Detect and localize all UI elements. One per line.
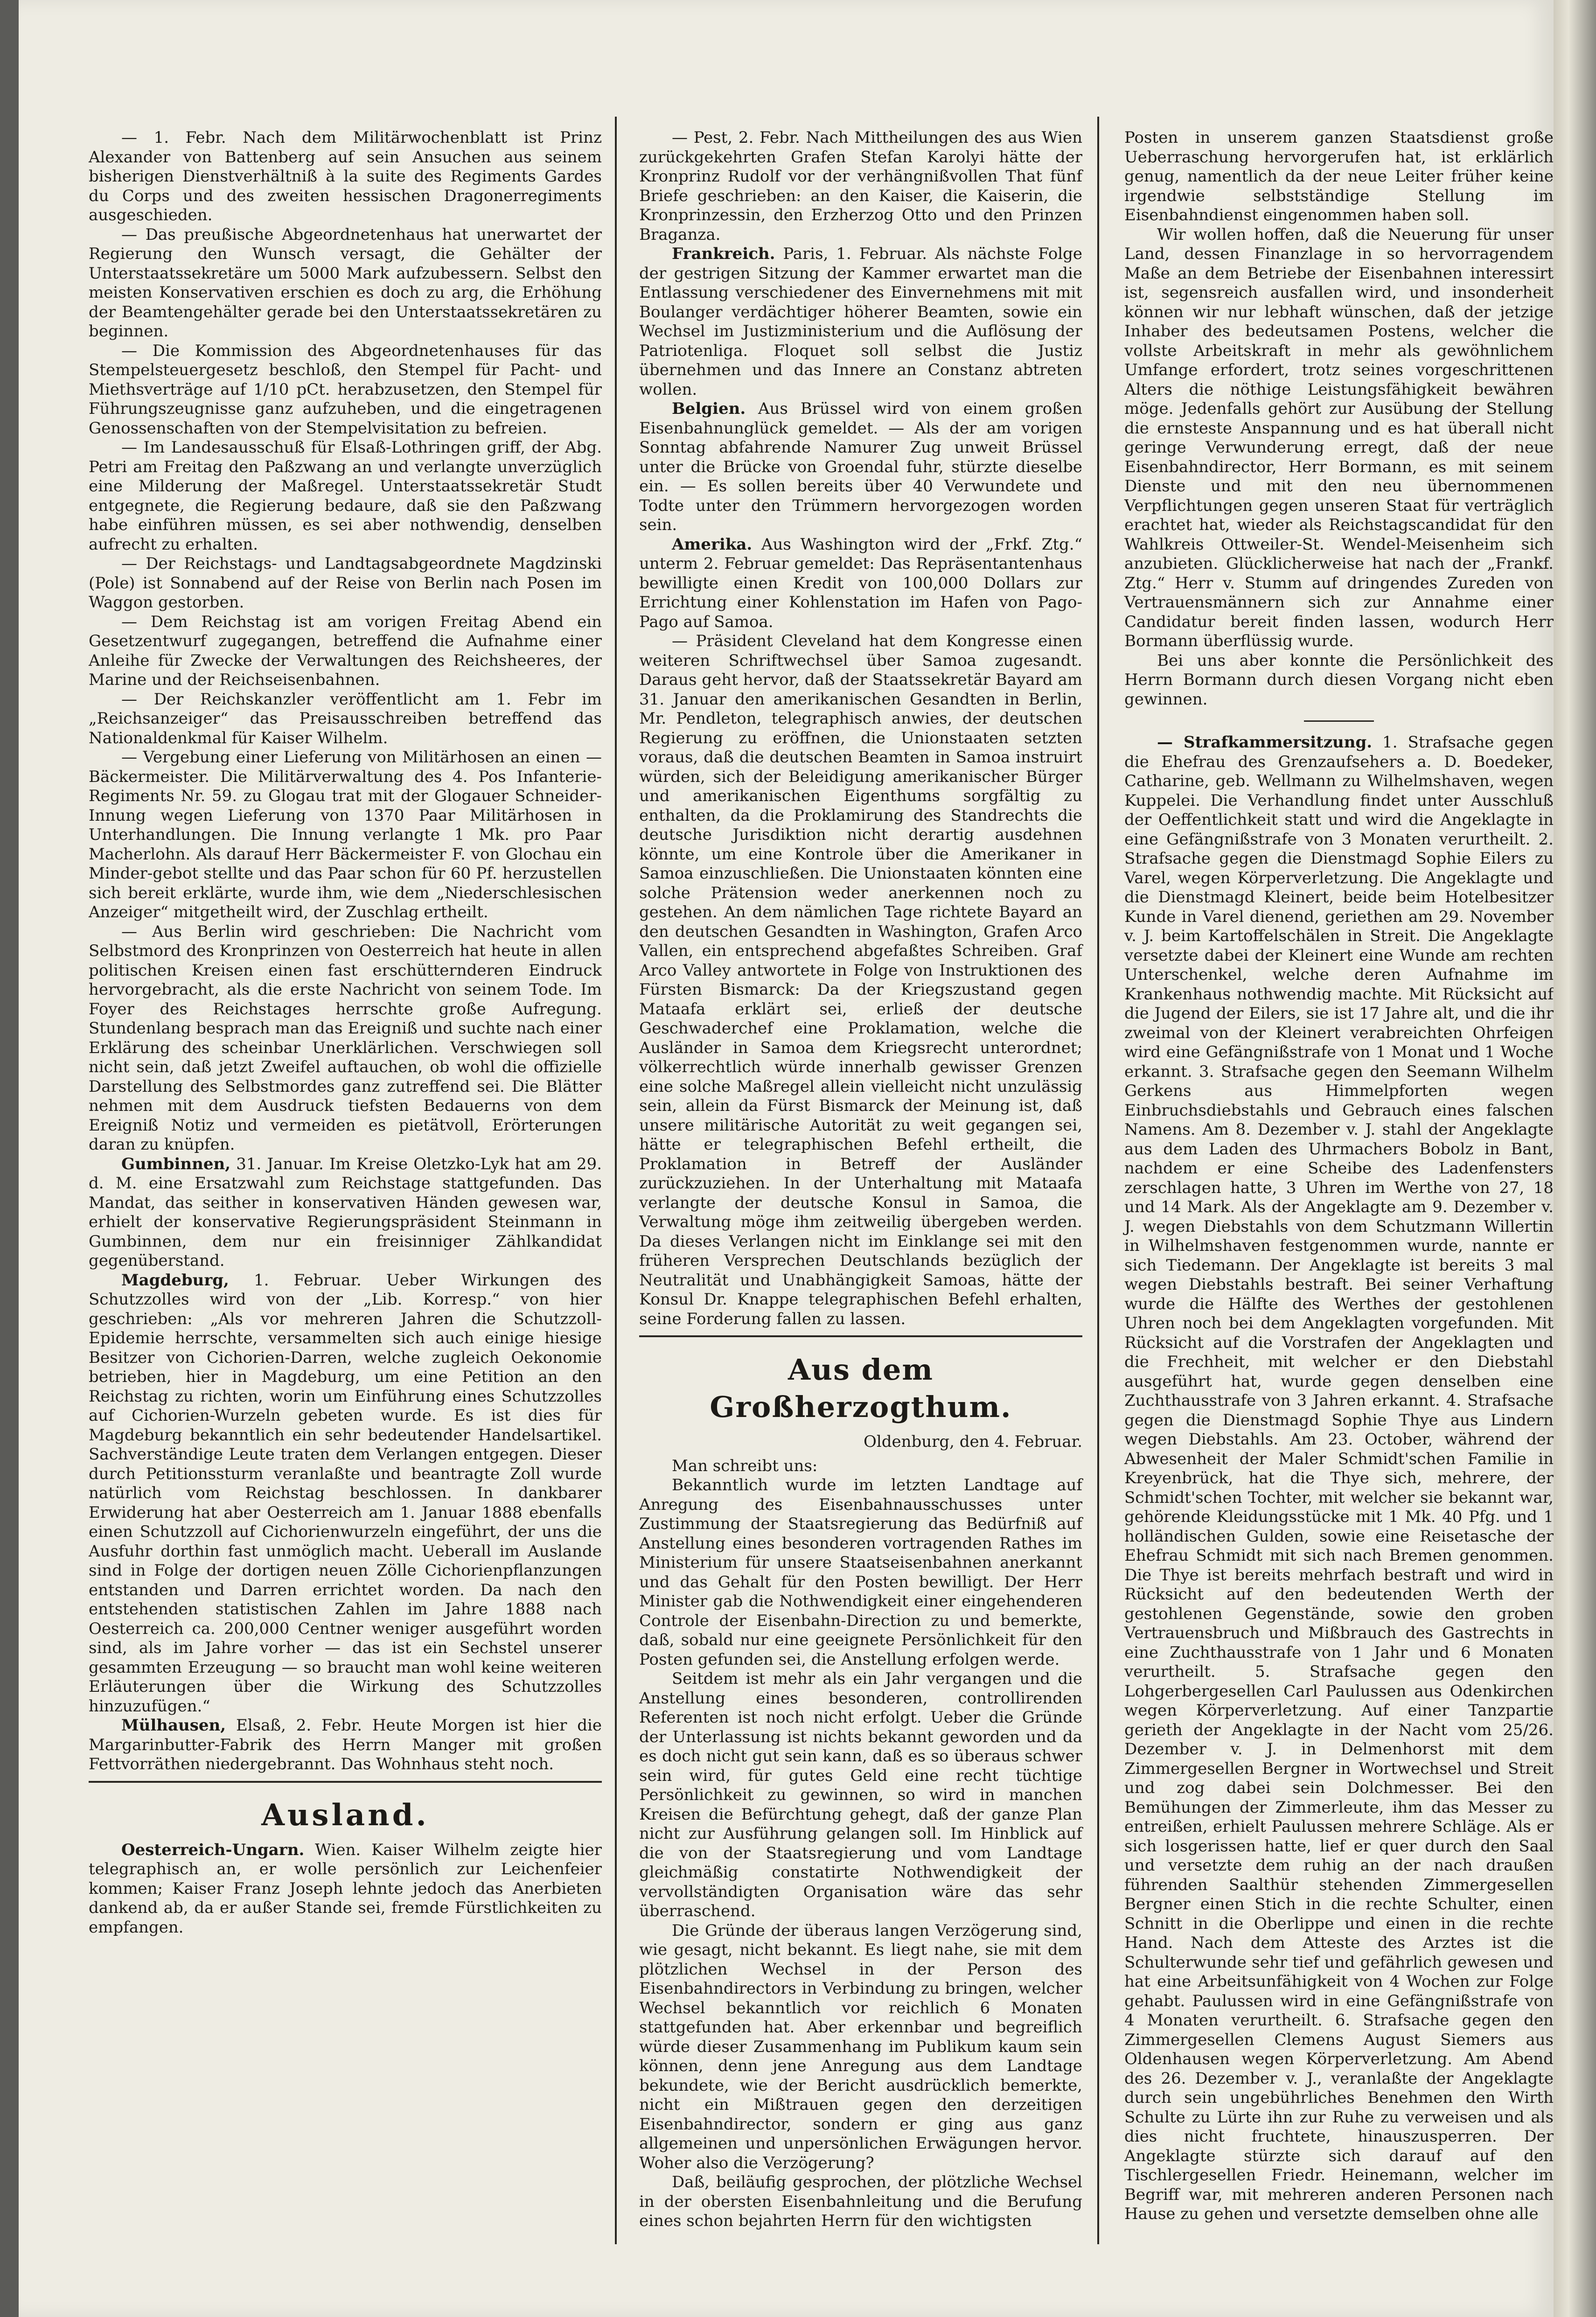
article-eisenbahn-5: Wir wollen hoffen, daß die Neuerung für unser Land, dessen Finanzlage in so hervorragendem Maße an dem Betriebe der Eisenbahnen interessirt ist, segensreich ausfallen wird, und insonderheit können wir nur lebhaft wünschen, daß der jetzige Inhaber des bedeutsamen Postens, welcher die vollste Arbeitskraft in mehr als gewöhnlichem Umfange erfordert, trotz seines vorgeschrittenen Alters die nöthige Leistungsfähigkeit bewähren möge. Jedenfalls gehört zur Ausübung der Stellung die ernsteste Anspannung und es hat überall nicht geringe Verwunderung erregt, daß der neue Eisenbahndirector, Herr Bormann, es mit seinem Dienste und mit den neu übernommenen Verpflichtungen gegen unseren Staat für verträglich erachtet hat, wieder als Reichstagscandidat für den Wahlkreis Ottweiler-St. Wendel-Meisenheim sich anzubieten. Glücklicherweise hat nach der „Frankf. Ztg.“ Herr v. Stumm auf dringendes Zureden von Vertrauensmännern sich zur Annahme einer Candidatur bereit finden lassen, wodurch Herr Bormann überflüssig wurde. [1124, 225, 1554, 650]
article-pest: — Pest, 2. Febr. Nach Mittheilungen des aus Wien zurückgekehrten Grafen Stefan Karolyi hätte der Kronprinz Rudolf vor der verhängnißvollen That fünf Briefe geschrieben: an den Kaiser, die Kaiserin, die Kronprinzessin, den Erzherzog Otto und den Prinzen Braganza. [639, 128, 1082, 244]
article-eisenbahn-3: Die Gründe der überaus langen Verzögerung sind, wie gesagt, nicht bekannt. Es liegt nahe, sie mit dem plötzlichen Wechsel in der Person des Eisenbahndirectors in Verbindung zu bringen, welcher Wechsel bekanntlich vor reichlich 6 Monaten stattgefunden hat. Aber erkennbar und begreiflich würde dieser Zusammenhang im Publikum kaum sein können, denn jene Anregung aus dem Landtage bekundete, wie der Bericht ausdrücklich bemerkte, nicht ein Mißtrauen gegen den derzeitigen Eisenbahndirector, sondern er ging aus ganz allgemeinen und unpersönlichen Erwägungen hervor. Woher also die Verzögerung? [639, 1921, 1082, 2172]
column-rule-left [615, 117, 617, 2244]
article-magdzinski: — Der Reichstags- und Landtagsabgeordnete Magdzinski (Pole) ist Sonnabend auf der Reise von Berlin nach Posen im Waggon gestorben. [89, 554, 602, 612]
article-belgien [639, 399, 1082, 535]
article-eisenbahn-4: Daß, beiläufig gesprochen, der plötzliche Wechsel in der obersten Eisenbahnleitung und die Berufung eines schon bejahrten Herrn für den wichtigsten [639, 2173, 1082, 2230]
article-stempelsteuer: — Die Kommission des Abgeordnetenhauses für das Stempelsteuergesetz beschloß, den Stempel für Pacht- und Miethsverträge auf 1/10 pCt. herabzusetzen, den Stempel für Führungszeugnisse ganz aufzuheben, und die eingetragenen Genossenschaften von der Stempelvisitation zu befreien. [89, 341, 602, 438]
text-strafkammer: 1. Strafsache gegen die Ehefrau des Grenzaufsehers a. D. Boedeker, Catharine, geb. Wellmann zu Wilhelmshaven, wegen Kuppelei. Die Verhandlung findet unter Ausschluß der Oeffentlichkeit statt und wird die Angeklagte in eine Gefängnißstrafe von 3 Monaten verurtheilt. 2. Strafsache gegen die Dienstmagd Sophie Eilers zu Varel, wegen Körperverletzung. Die Angeklagte und die Dienstmagd Kleinert, beide beim Hotelbesitzer Kunde in Varel dienend, geriethen am 29. November v. J. beim Kartoffelschälen in Streit. Die Angeklagte versetzte dabei der Kleinert eine Wunde am rechten Unterschenkel, welche deren Aufnahme im Krankenhaus nothwendig machte. Mit Rücksicht auf die Jugend der Eilers, sie ist 17 Jahre alt, und die ihr zweimal von der Kleinert verabreichten Ohrfeigen wird eine Gefängnißstrafe von 1 Monat und 1 Woche erkannt. 3. Strafsache gegen den Seemann Wilhelm Gerkens aus Himmelpforten wegen Einbruchsdiebstahls und Gebrauch eines falschen Namens. Am 8. Dezember v. J. stahl der Angeklagte aus dem Laden des Uhrmachers Bobolz in Bant, nachdem er eine Scheibe des Ladenfensters zerschlagen hatte, 3 Uhren im Werthe von 27, 18 und 14 Mark. Als der Angeklagte am 9. Dezember v. J. wegen Diebstahls von dem Schutzmann Willertin in Wilhelmshaven festgenommen wurde, nannte er sich Tiedemann. Der Angeklagte ist bereits 3 mal wegen Diebstahls bestraft. Bei seiner Verhaftung wurde die Hälfte des Werthes der gestohlenen Uhren noch bei dem Angeklagten vorgefunden. Mit Rücksicht auf die Vorstrafen der Angeklagten und die Frechheit, mit welcher er den Diebstahl ausgeführt hat, wurde gegen denselben eine Zuchthausstrafe von 3 Jahren erkannt. 4. Strafsache gegen die Dienstmagd Sophie Thye aus Lindern wegen Diebstahls. Am 23. October, während der Abwesenheit der Maler Schmidt'schen Familie in Kreyenbrück, hat die Thye sich, mehrere, der Schmidt'schen Tochter, mit welcher sie bekannt war, gehörende Kleidungsstücke mit 1 Mk. 40 Pfg. und 1 holländischen Gulden, sowie eine Reisetasche der Ehefrau Schmidt mit sich nach Bremen genommen. Die Thye ist bereits mehrfach bestraft und wird in Rücksicht auf den bedeutenden Werth der gestohlenen Gegenstände, sowie den groben Vertrauensbruch und Mißbrauch des Gastrechts in eine Zuchthausstrafe von 1 Jahr und 6 Monaten verurtheilt. 5. Strafsache gegen den Lohgerbergesellen Carl Paulussen aus Odenkirchen wegen Körperverletzung. Auf einer Tanzpartie gerieth der Angeklagte in der Nacht vom 25/26. Dezember v. J. in Delmenhorst mit dem Zimmergesellen Bergner in Wortwechsel und Streit und zog dabei sein Dolchmesser. Bei den Bemühungen der Zimmerleute, ihm das Messer zu entreißen, erhielt Paulussen mehrere Schläge. Als er sich losgerissen hatte, lief er quer durch den Saal und versetzte dem ruhig an der nach draußen führenden Saalthür stehenden Zimmergesellen Bergner einen Stich in die rechte Schulter, einen Schnitt in die Oberlippe und einen in die rechte Hand. Nach dem Atteste des Arztes ist die Schulterwunde sehr tief und gefährlich gewesen und hat eine Arbeitsunfähigkeit von 4 Wochen zur Folge gehabt. Paulussen wird in eine Gefängnißstrafe von 4 Monaten verurtheilt. 6. Strafsache gegen den Zimmergesellen Clemens August Siemers aus Oldenhausen wegen Körperverletzung. Am Abend des 26. Dezember v. J., veranlaßte der Angeklagte durch sein ungebührliches Benehmen den Wirth Schulte zu Lürte ihn zur Ruhe zu verweisen und als dies nicht fruchtete, hinauszusperren. Der Angeklagte stürzte sich darauf auf den Tischlergesellen Friedr. Heinemann, welcher im Begriff war, mit mehreren anderen Personen nach Hause zu gehen und versetzte demselben ohne alle [1124, 733, 1554, 2223]
article-nationaldenkmal: — Der Reichskanzler veröffentlicht am 1. Febr im „Reichsanzeiger“ das Preisausschreiben betreffend das Nationaldenkmal für Kaiser Wilhelm. [89, 690, 602, 747]
section-heading-grossherzogthum: Aus dem Großherzogthum. [710, 1353, 1012, 1424]
article-eisenbahn-2: Seitdem ist mehr als ein Jahr vergangen und die Anstellung eines besonderen, controllirenden Referenten ist noch nicht erfolgt. Ueber die Gründe der Unterlassung ist nichts bekannt geworden und da es doch nicht gut sein kann, daß es so überaus schwer sein wird, für gutes Geld eine recht tüchtige Persönlichkeit zu gewinnen, so wird in manchen Kreisen die Befürchtung gehegt, daß der ganze Plan nicht zur Ausführung gelangen soll. Im Hinblick auf die von der Staatsregierung und vom Landtage gleichmäßig constatirte Nothwendigkeit der vervollständigten Organisation wäre das sehr überraschend. [639, 1669, 1082, 1920]
article-intro: Man schreibt uns: [672, 1456, 818, 1475]
dateline-frankreich: Frankreich. [672, 244, 775, 263]
dateline-oldenburg: Oldenburg, den 4. Februar. [863, 1432, 1082, 1451]
column-left [89, 128, 602, 1937]
article-strafkammer [1124, 733, 1554, 2224]
article-anleihe: — Dem Reichstag ist am vorigen Freitag Abend ein Gesetzentwurf zugegangen, betreffend die Aufnahme einer Anleihe für Zwecke der Verwaltungen des Reichsheeres, der Marine und der Reichseisenbahnen. [89, 612, 602, 689]
article-muelhausen [89, 1716, 602, 1774]
section-divider [639, 1335, 1082, 1337]
article-amerika [639, 535, 1082, 632]
article-eisenbahn-1: Bekanntlich wurde im letzten Landtage auf Anregung des Eisenbahnausschusses unter Zustimmung der Staatsregierung das Bedürfniß auf Anstellung eines besonderen vortragenden Rathes im Ministerium für unsere Staatseisenbahnen anerkannt und das Gehalt für den Posten bewilligt. Der Herr Minister gab die Nothwendigkeit einer eingehenderen Controle der Eisenbahn-Direction zu und bemerkte, daß, sobald nur eine geeignete Persönlichkeit für den Posten gefunden sei, die Anstellung erfolgen werde. [639, 1476, 1082, 1669]
article-samoa: — Präsident Cleveland hat dem Kongresse einen weiteren Schriftwechsel über Samoa zugesandt. Daraus geht hervor, daß der Staatssekretär Bayard am 31. Januar den amerikanischen Gesandten in Berlin, Mr. Pendleton, telegraphisch anwies, der deutschen Regierung zu eröffnen, die Unionstaaten setzten voraus, daß die deutschen Beamten in Samoa instruirt würden, sich der Beleidigung amerikanischer Bürger und amerikanischen Eigenthums sorgfältig zu enthalten, da die Proklamirung des Standrechts die deutsche Jurisdiktion nicht derartig ausdehnen könnte, um eine Kontrole über die Amerikaner in Samoa einzuschließen. Die Unionstaaten könnten eine solche Prätension weder anerkennen noch zu gestehen. An dem nämlichen Tage richtete Bayard an den deutschen Gesandten in Washington, Grafen Arco Vallen, ein entsprechend abgefaßtes Schreiben. Graf Arco Valley antwortete in Folge von Instruktionen des Fürsten Bismarck: Da der Kriegszustand gegen Mataafa erklärt sei, erließ der deutsche Geschwaderchef eine Proklamation, welche die Ausländer in Samoa dem Kriegsrecht unterordnet; völkerrechtlich würde innerhalb gewisser Grenzen eine solche Maßregel allein vielleicht nicht unzulässig sein, allein da Fürst Bismarck der Meinung ist, daß unsere militärische Autorität zu weit gegangen sei, hätte er telegraphischen Befehl ertheilt, die Proklamation in Betreff der Ausländer zurückzuziehen. In der Unterhaltung mit Mataafa verlangte der deutsche Konsul in Samoa, die Verwaltung möge ihm zeitweilig übergeben werden. Da dieses Verlangen nicht im Einklange sei mit den früheren Versprechen Deutschlands bezüglich der Neutralität und Unabhängigkeit Samoas, hätte der Konsul Dr. Knappe telegraphischen Befehl erhalten, seine Forderung fallen zu lassen. [639, 632, 1082, 1328]
book-spine [1554, 0, 1596, 2317]
column-rule-right [1097, 117, 1099, 2244]
section-heading-ausland: Ausland. [261, 1797, 429, 1833]
article-militaerhosen: — Vergebung einer Lieferung von Militärhosen an einen — Bäckermeister. Die Militärverwaltung des 4. Pos Infanterie-Regiments Nr. 59. zu Glogau trat mit der Glogauer Schneider-Innung wegen Lieferung von 1370 Paar Militärhosen in Unterhandlungen. Die Innung verlangte 1 Mk. pro Paar Macherlohn. Als darauf Herr Bäckermeister F. von Glochau ein Minder-gebot stellte und das Paar schon für 60 Pf. herzustellen sich bereit erklärte, wurde ihm, wie dem „Niederschlesischen Anzeiger“ mitgetheilt wird, der Zuschlag ertheilt. [89, 748, 602, 921]
article-magdeburg [89, 1271, 602, 1717]
dateline-gumbinnen: Gumbinnen, [121, 1154, 231, 1173]
dateline-magdeburg: Magdeburg, [121, 1270, 229, 1290]
dateline-muelhausen: Mülhausen, [121, 1716, 226, 1735]
heading-strafkammer: — Strafkammersitzung. [1157, 733, 1373, 752]
text-belgien: Aus Brüssel wird von einem großen Eisenbahnunglück gemeldet. — Als der am vorigen Sonntag abfahrende Namurer Zug unweit Brüssel unter die Brücke von Groendal fuhr, stürzte dieselbe ein. — Es sollen bereits über 40 Verwundete und Todte unter den Trümmern hervorgezogen worden sein. [639, 399, 1082, 534]
article-gumbinnen [89, 1155, 602, 1271]
text-gumbinnen: 31. Januar. Im Kreise Oletzko-Lyk hat am 29. d. M. eine Ersatzwahl zum Reichstage stattgefunden. Das Mandat, das seither in konservativen Händen gewesen war, erhielt der konservative Regierungspräsident Steinmann in Gumbinnen, dem nur ein freisinniger Zählkandidat gegenüberstand. [89, 1154, 602, 1270]
column-middle [639, 128, 1082, 2231]
article-abgeordnetenhaus: — Das preußische Abgeordnetenhaus hat unerwartet der Regierung den Wunsch versagt, die Gehälter der Unterstaatssekretäre um 5000 Mark aufzubessern. Selbst den meisten Konservativen erschien es doch zu arg, die Erhöhung der Beamtengehälter gerade bei den Unterstaatssekretären zu beginnen. [89, 225, 602, 341]
text-muelhausen: Elsaß, 2. Febr. Heute Morgen ist hier die Margarinbutter-Fabrik des Herrn Manger mit großen Fettvorräthen niedergebrannt. Das Wohnhaus steht noch. [89, 1716, 602, 1773]
article-eisenbahn-6: Bei uns aber konnte die Persönlichkeit des Herrn Bormann durch diesen Vorgang nicht eben gewinnen. [1124, 651, 1554, 709]
article-oesterreich-ungarn [89, 1841, 602, 1938]
article-eisenbahn-cont: Posten in unserem ganzen Staatsdienst große Ueberraschung hervorgerufen hat, ist erklärlich genug, namentlich da der neue Leiter früher keine irgendwie selbstständige Stellung im Eisenbahndienst eingenommen haben soll. [1124, 128, 1554, 224]
text-oesterreich: Wien. Kaiser Wilhelm zeigte hier telegraphisch an, er wolle persönlich zur Leichenfeier kommen; Kaiser Franz Joseph lehnte jedoch das Anerbieten dankend ab, da er außer Stande sei, fremde Fürstlichkeiten zu empfangen. [89, 1840, 602, 1937]
article-battenberg: — 1. Febr. Nach dem Militärwochenblatt ist Prinz Alexander von Battenberg auf sein Ansuchen aus seinem bisherigen Dienstverhältniß à la suite des Regiments Gardes du Corps und des zweiten hessischen Dragonerregiments ausgeschieden. [89, 128, 602, 224]
article-elsass-lothringen: — Im Landesausschuß für Elsaß-Lothringen griff, der Abg. Petri am Freitag den Paßzwang an und verlangte unverzüglich eine Milderung der Maßregel. Unterstaatssekretär Studt entgegnete, die Regierung bedaure, daß sie den Paßzwang habe einführen müssen, es sei aber nothwendig, denselben aufrecht zu erhalten. [89, 438, 602, 554]
article-frankreich [639, 244, 1082, 399]
text-magdeburg: 1. Februar. Ueber Wirkungen des Schutzzolles wird von der „Lib. Korresp.“ von hier geschrieben: „Als vor mehreren Jahren die Schutzzoll-Epidemie herrschte, versammelten sich auch einige hiesige Besitzer von Cichorien-Darren, welche zugleich Oekonomie betrieben, hier in Magdeburg, um eine Petition an den Reichstag zu richten, worin um Einführung eines Schutzzolles auf Cichorien-Wurzeln gebeten wurde. Es ist dies für Magdeburg bekanntlich ein sehr bedeutender Handelsartikel. Sachverständige Leute traten dem Verlangen entgegen. Dieser durch Petitionssturm veranlaßte und beantragte Zoll wurde natürlich vom Reichstag beschlossen. In dankbarer Erwiderung hat aber Oesterreich am 1. Januar 1888 ebenfalls einen Schutzzoll auf Cichorienwurzeln eingeführt, der uns die Ausfuhr dorthin fast unmöglich macht. Ueberall im Auslande sind in Folge der dortigen neuen Zölle Cichorienpflanzungen entstanden und Darren errichtet worden. Da nach den entstehenden statistischen Zahlen im Jahre 1888 nach Oesterreich ca. 200,000 Centner weniger ausgeführt worden sind, als im Jahre vorher — das ist ein Sechstel unserer gesammten Erzeugung — so braucht man wohl keine weiteren Erläuterungen über die Wirkung des Schutzzolles hinzuzufügen.“ [89, 1270, 602, 1716]
short-divider [1304, 720, 1374, 722]
newspaper-page [19, 0, 1554, 2317]
dateline-amerika: Amerika. [672, 535, 753, 554]
column-right [1124, 128, 1554, 2224]
text-frankreich: Paris, 1. Februar. Als nächste Folge der gestrigen Sitzung der Kammer erwartet man die Entlassung verschiedener des Einvernehmens mit mit Boulanger verdächtiger höherer Beamten, sowie ein Wechsel im Justizministerium und die Auflösung der Patriotenliga. Floquet soll selbst die Justiz übernehmen und das Innere an Constanz abtreten wollen. [639, 244, 1082, 399]
article-kronprinz-berlin: — Aus Berlin wird geschrieben: Die Nachricht vom Selbstmord des Kronprinzen von Oesterreich hat heute in allen politischen Kreisen einen fast erschütternderen Eindruck hervorgebracht, als die erste Nachricht von seinem Tode. Im Foyer des Reichstages herrschte große Aufregung. Stundenlang besprach man das Ereigniß und suchte nach einer Erklärung des scheinbar Unerklärlichen. Verschwiegen soll nicht sein, daß jetzt Zweifel auftauchen, ob wohl die offizielle Darstellung des Selbstmordes ganz zutreffend sei. Die Blätter nehmen mit dem Ausdruck tiefsten Bedauerns von dem Ereigniß Notiz und vermeiden es pietätvoll, Erörterungen daran zu knüpfen. [89, 922, 602, 1154]
text-amerika: Aus Washington wird der „Frkf. Ztg.“ unterm 2. Februar gemeldet: Das Repräsentantenhaus bewilligte einen Kredit von 100,000 Dollars zur Errichtung einer Kohlenstation im Hafen von Pago-Pago auf Samoa. [639, 535, 1082, 631]
section-divider [89, 1781, 602, 1783]
dateline-oesterreich: Oesterreich-Ungarn. [121, 1840, 305, 1859]
dateline-belgien: Belgien. [672, 399, 746, 418]
